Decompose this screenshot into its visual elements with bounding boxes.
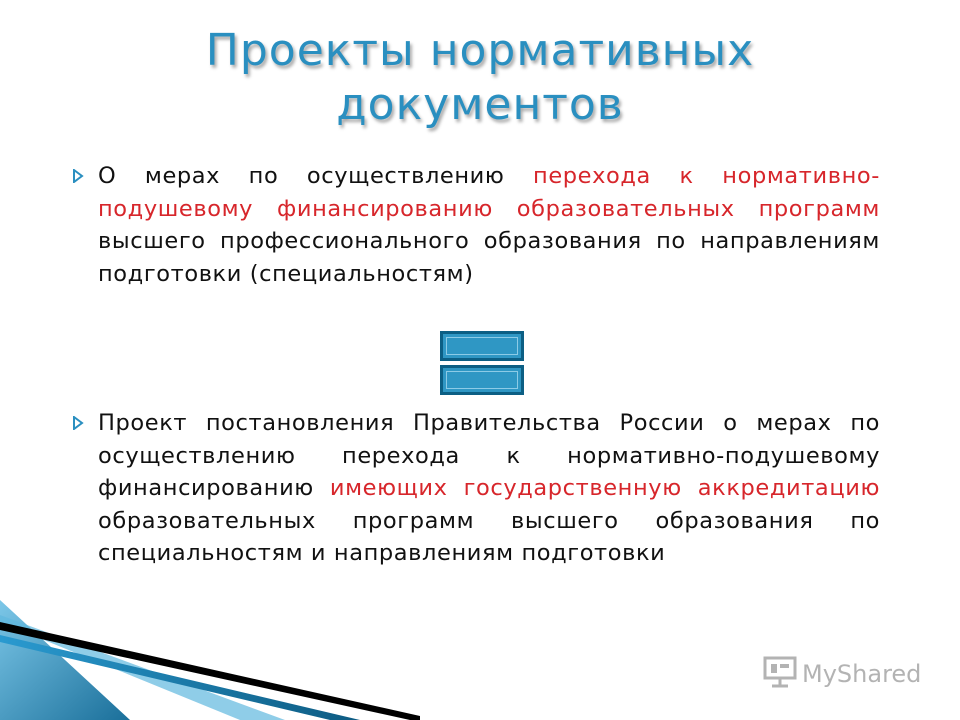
equals-sign-icon [440, 331, 524, 395]
slide-title: Проекты нормативных документов [205, 25, 755, 130]
arrow-bullet-icon [72, 160, 98, 192]
bullet-1-text-highlight: перехода к нормативно-подушевому финансированию образовательных программ [98, 163, 880, 222]
bullet-2-text-highlight: имеющих государственную аккредитацию [329, 475, 880, 501]
corner-decoration [0, 560, 420, 720]
equals-bar-top [440, 331, 524, 361]
watermark [762, 652, 921, 696]
bullet-text-1 [98, 160, 880, 290]
bullet-text-2 [98, 407, 880, 570]
bullet-item-2 [72, 407, 880, 570]
watermark-text: MyShared [802, 660, 922, 688]
arrow-bullet-icon [72, 407, 98, 439]
bullet-item-1 [72, 160, 880, 290]
equals-bar-bottom [440, 365, 524, 395]
bullet-2-text-plain: Проект постановления Правительства России о мерах по осуществлению перехода к нормативно-подушевому финансированию [98, 410, 880, 501]
bullet-1-text-plain-end: высшего профессионального образования по направлениям подготовки (специальностям) [98, 228, 880, 287]
bullet-1-text-plain: О мерах по осуществлению [98, 163, 534, 189]
bullet-2-text-plain-end: образовательных программ высшего образования по специальностям и направлениям подготовки [98, 507, 880, 566]
presentation-board-icon [762, 655, 798, 693]
